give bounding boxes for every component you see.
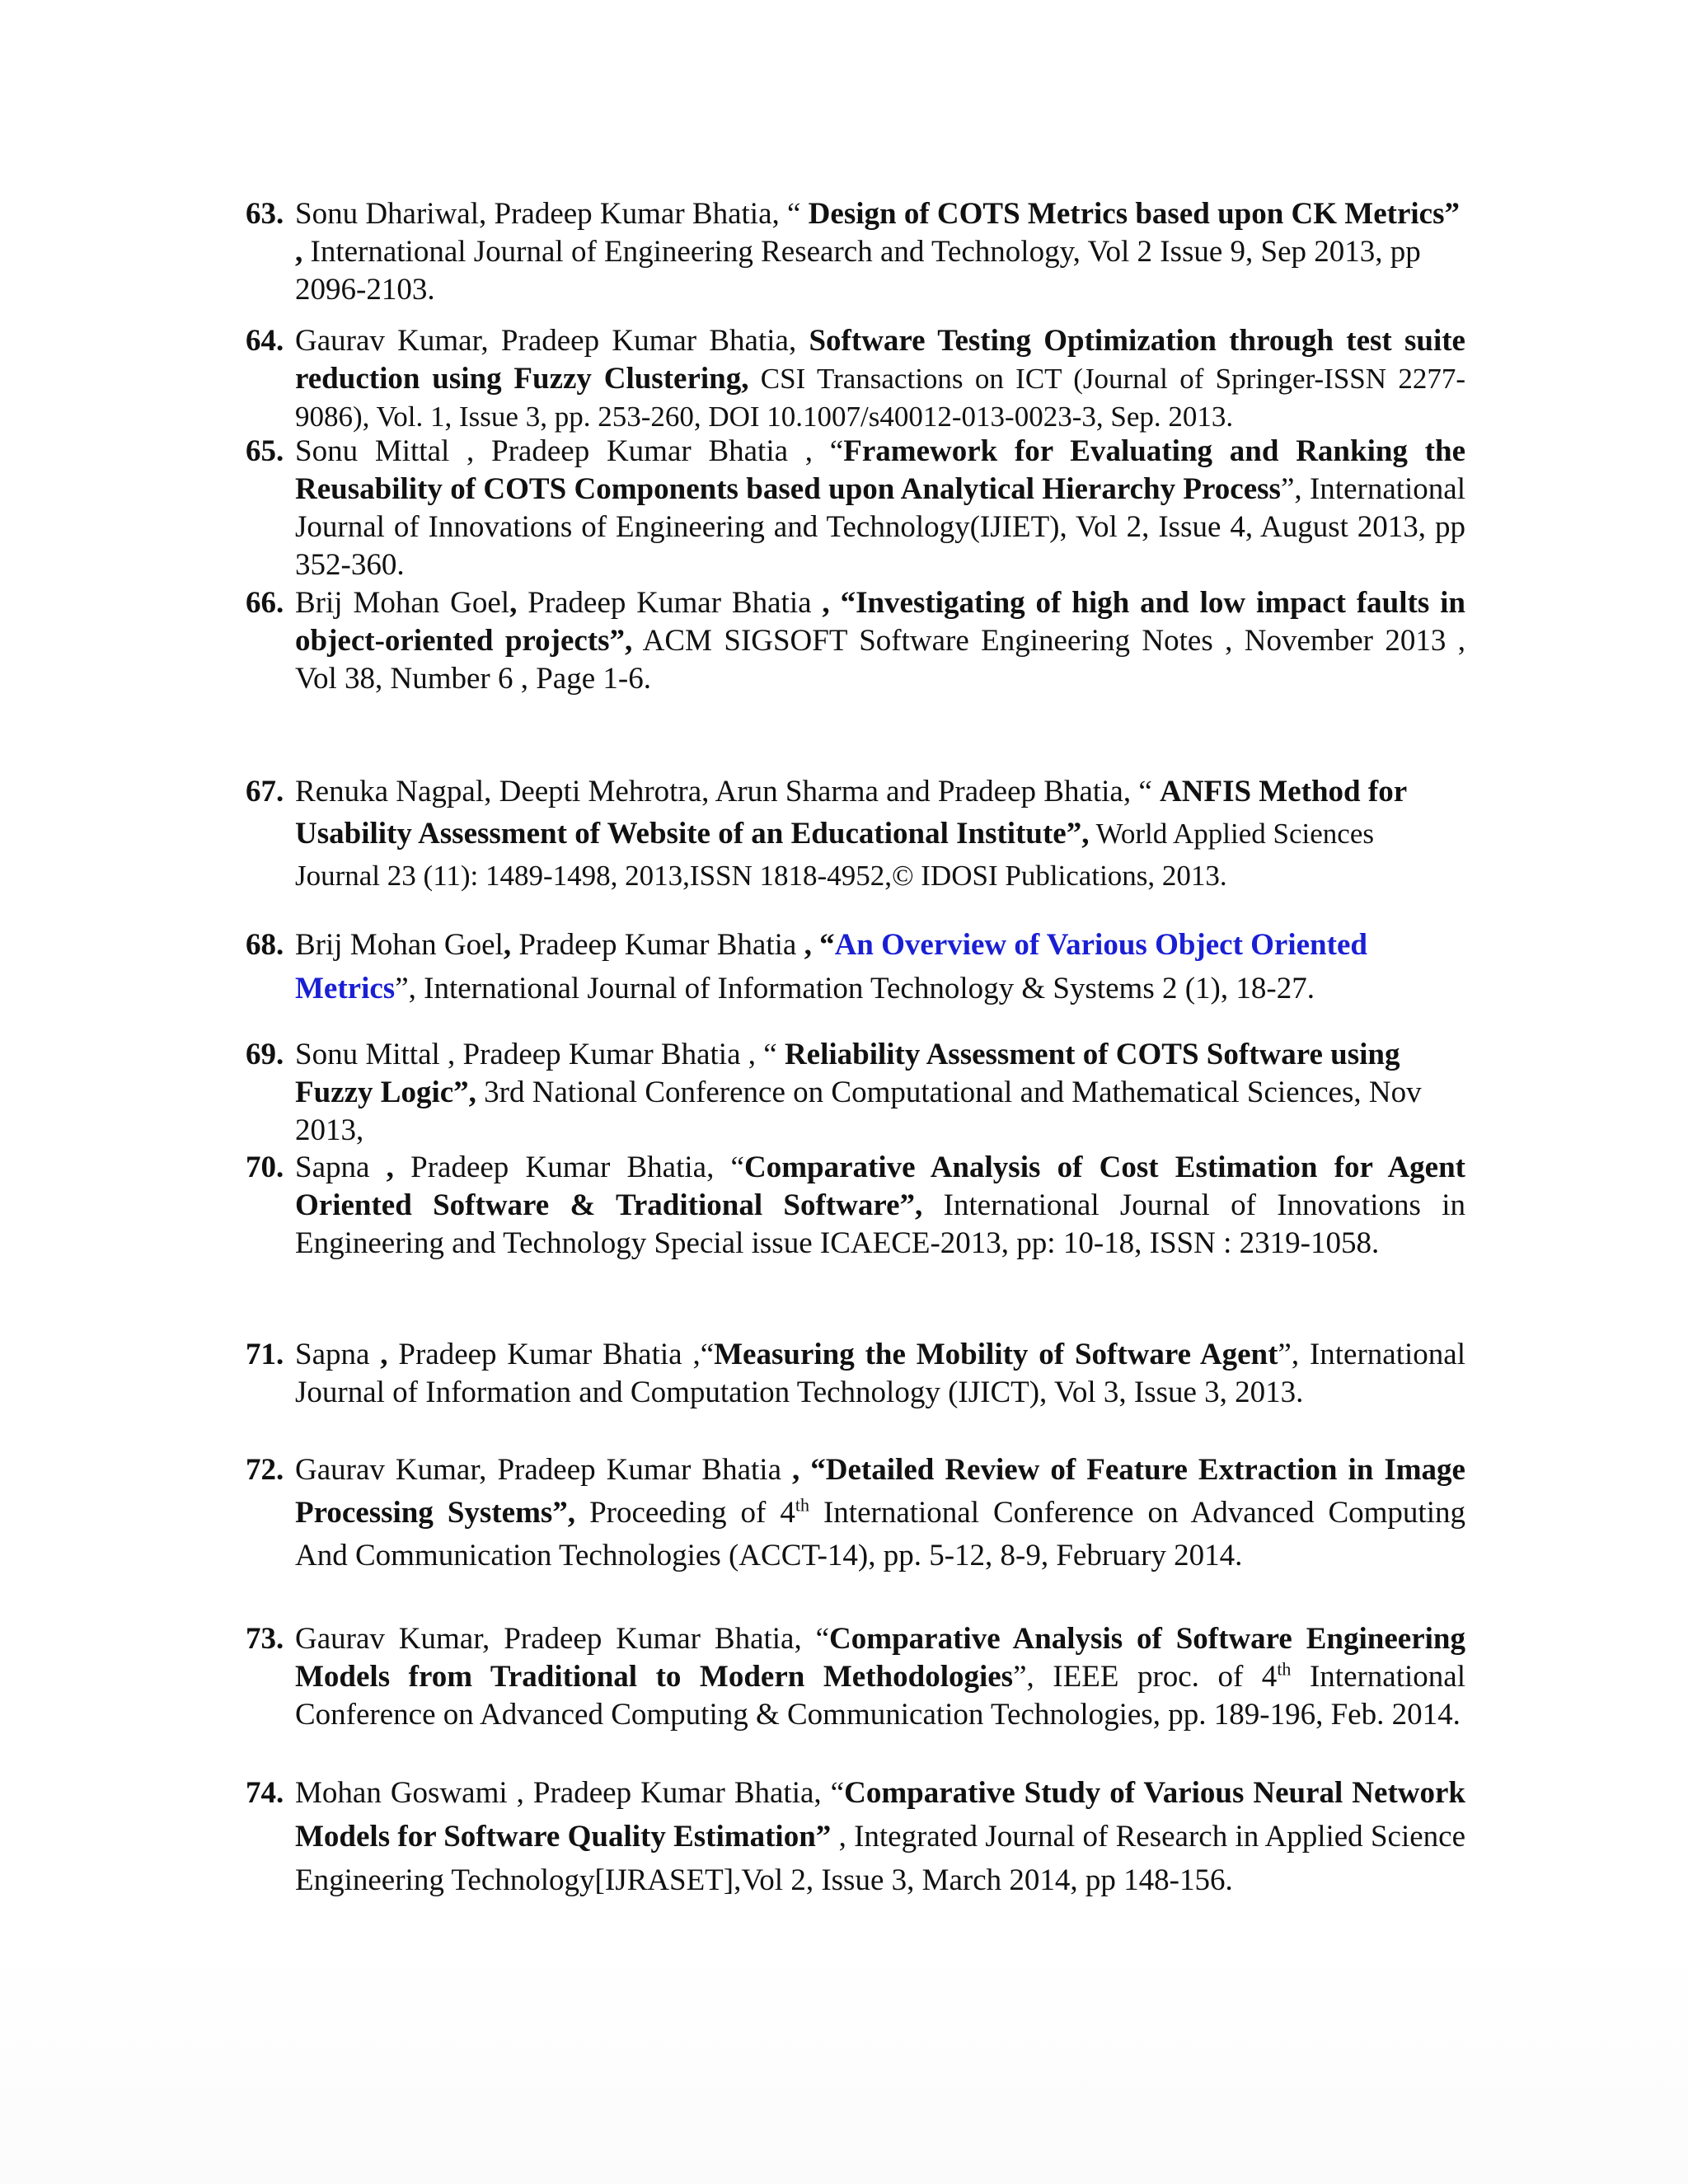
entry-source-cont: International Conference on Advanced Computing & Communication Technologies, pp. 189-196, Feb. 2014. [295, 1660, 1465, 1732]
entry-text [295, 1149, 1465, 1263]
publication-entry-69 [246, 1036, 1465, 1150]
entry-authors: Sonu Mittal , Pradeep Kumar Bhatia , “ [295, 1038, 785, 1071]
entry-title: ANFIS Method for Usability Assessment of Website of an Educational Institute”, [295, 775, 1407, 851]
entry-authors: Brij Mohan Goel [295, 586, 510, 620]
publication-entry-71 [246, 1336, 1465, 1412]
entry-authors-cont: Pradeep Kumar Bhatia [517, 586, 823, 620]
entry-authors-cont: Pradeep Kumar Bhatia ,“ [387, 1338, 715, 1371]
entry-text [295, 1336, 1465, 1412]
entry-number: 63. [246, 197, 284, 231]
entry-title-link[interactable]: An Overview of Various Object Oriented Metrics [295, 928, 1367, 1005]
entry-title: , “Detailed Review of Feature Extraction in Image Processing Systems”, [295, 1453, 1465, 1530]
entry-source: International Journal of Innovations in Engineering and Technology Special issue ICAECE-2013, pp: 10-18, ISSN : 2319-1058. [295, 1188, 1465, 1260]
entry-authors: Gaurav Kumar, Pradeep Kumar Bhatia, [295, 324, 809, 358]
entry-text [295, 1036, 1465, 1150]
entry-number: 66. [246, 586, 284, 620]
entry-comma: , [380, 1338, 388, 1371]
entry-comma: , [503, 928, 512, 962]
entry-title-prefix: , “ [804, 928, 835, 962]
entry-text [295, 1771, 1465, 1902]
entry-authors: Brij Mohan Goel [295, 928, 504, 962]
publication-entry-63 [246, 195, 1465, 309]
entry-authors: Sapna [295, 1151, 387, 1184]
publication-entry-64 [246, 322, 1465, 436]
publication-entry-68 [246, 923, 1465, 1010]
entry-authors: Gaurav Kumar, Pradeep Kumar Bhatia [295, 1453, 793, 1487]
entry-authors-cont: Pradeep Kumar Bhatia [511, 928, 804, 962]
entry-number: 69. [246, 1038, 284, 1071]
entry-source: 3rd National Conference on Computational and Mathematical Sciences, Nov 2013, [295, 1076, 1422, 1147]
entry-number: 71. [246, 1338, 284, 1371]
publication-entry-65 [246, 433, 1465, 584]
publication-entry-67 [246, 771, 1465, 897]
entry-source: ”, International Journal of Information and Computation Technology (IJICT), Vol 3, Issue 3, 2013. [295, 1338, 1465, 1409]
entry-number: 64. [246, 324, 284, 358]
entry-authors: Gaurav Kumar, Pradeep Kumar Bhatia, “ [295, 1622, 830, 1656]
entry-number: 73. [246, 1622, 284, 1656]
entry-source: International Journal of Engineering Research and Technology, Vol 2 Issue 9, Sep 2013, pp 2096-2103. [295, 235, 1421, 307]
entry-text [295, 322, 1465, 436]
entry-authors: Sonu Dhariwal, Pradeep Kumar Bhatia, “ [295, 197, 809, 231]
entry-number: 70. [246, 1151, 284, 1184]
entry-number: 68. [246, 928, 284, 962]
entry-title: Reliability Assessment of COTS Software using Fuzzy Logic”, [295, 1038, 1400, 1109]
entry-source: Proceeding of 4 [575, 1496, 795, 1530]
entry-authors: Sapna [295, 1338, 381, 1371]
entry-title: Comparative Study of Various Neural Network Models for Software Quality Estimation” [295, 1776, 1465, 1854]
entry-authors-cont: Pradeep Kumar Bhatia, “ [393, 1151, 744, 1184]
entry-text [295, 923, 1465, 1010]
entry-source-cont: International Conference on Advanced Computing And Communication Technologies (ACCT-14), pp. 5-12, 8-9, February 2014. [295, 1496, 1465, 1572]
entry-source: ”, International Journal of Information Technology & Systems 2 (1), 18-27. [395, 972, 1315, 1005]
publication-entry-72 [246, 1449, 1465, 1577]
publication-entry-70 [246, 1149, 1465, 1263]
entry-source: , Integrated Journal of Research in Applied Science Engineering Technology[IJRASET],Vol 2, Issue 3, March 2014, pp 148-156. [295, 1820, 1465, 1897]
entry-source: CSI Transactions on ICT (Journal of Springer-ISSN 2277-9086), Vol. 1, Issue 3, pp. 253-260, DOI 10.1007/s40012-013-0023-3, Sep. 2013. [295, 363, 1466, 433]
entry-authors: Mohan Goswami , Pradeep Kumar Bhatia, “ [295, 1776, 845, 1810]
entry-title: Comparative Analysis of Cost Estimation for Agent Oriented Software & Traditional Software”, [295, 1151, 1465, 1222]
entry-comma: , [386, 1151, 394, 1184]
ordinal-superscript: th [795, 1494, 809, 1516]
publication-entry-74 [246, 1771, 1465, 1902]
entry-text [295, 195, 1465, 309]
ordinal-superscript: th [1277, 1658, 1292, 1680]
entry-text [295, 584, 1465, 698]
entry-number: 65. [246, 434, 284, 468]
entry-text [295, 1620, 1465, 1734]
entry-text [295, 1449, 1465, 1577]
entry-source: ”, International Journal of Innovations of Engineering and Technology(IJIET), Vol 2, Issue 4, August 2013, pp 352-360. [295, 472, 1465, 582]
entry-number: 67. [246, 775, 284, 808]
entry-title: Comparative Analysis of Software Engineering Models from Traditional to Modern Methodologies [295, 1622, 1465, 1694]
entry-source: ”, IEEE proc. of 4 [1013, 1660, 1278, 1694]
page-bottom-shade [0, 1945, 1688, 2184]
entry-authors: Sonu Mittal , Pradeep Kumar Bhatia , “ [295, 434, 844, 468]
entry-title: Design of COTS Metrics based upon CK Metrics” , [295, 197, 1460, 269]
entry-title: , “Investigating of high and low impact faults in object-oriented projects”, [295, 586, 1465, 658]
entry-title: Software Testing Optimization through test suite reduction using Fuzzy Clustering, [295, 324, 1465, 396]
publication-entry-73 [246, 1620, 1465, 1734]
entry-title: Framework for Evaluating and Ranking the Reusability of COTS Components based upon Analytical Hierarchy Process [295, 434, 1465, 506]
entry-authors: Renuka Nagpal, Deepti Mehrotra, Arun Sharma and Pradeep Bhatia, “ [295, 775, 1160, 808]
entry-number: 74. [246, 1776, 284, 1810]
entry-text [295, 771, 1465, 897]
publication-entry-66 [246, 584, 1465, 698]
entry-source: ACM SIGSOFT Software Engineering Notes , November 2013 , Vol 38, Number 6 , Page 1-6. [295, 624, 1466, 696]
entry-source: World Applied Sciences Journal 23 (11): 1489-1498, 2013,ISSN 1818-4952,© IDOSI Publications, 2013. [295, 818, 1374, 892]
entry-text [295, 433, 1465, 584]
entry-title: Measuring the Mobility of Software Agent [714, 1338, 1278, 1371]
entry-number: 72. [246, 1453, 284, 1487]
entry-comma: , [509, 586, 518, 620]
